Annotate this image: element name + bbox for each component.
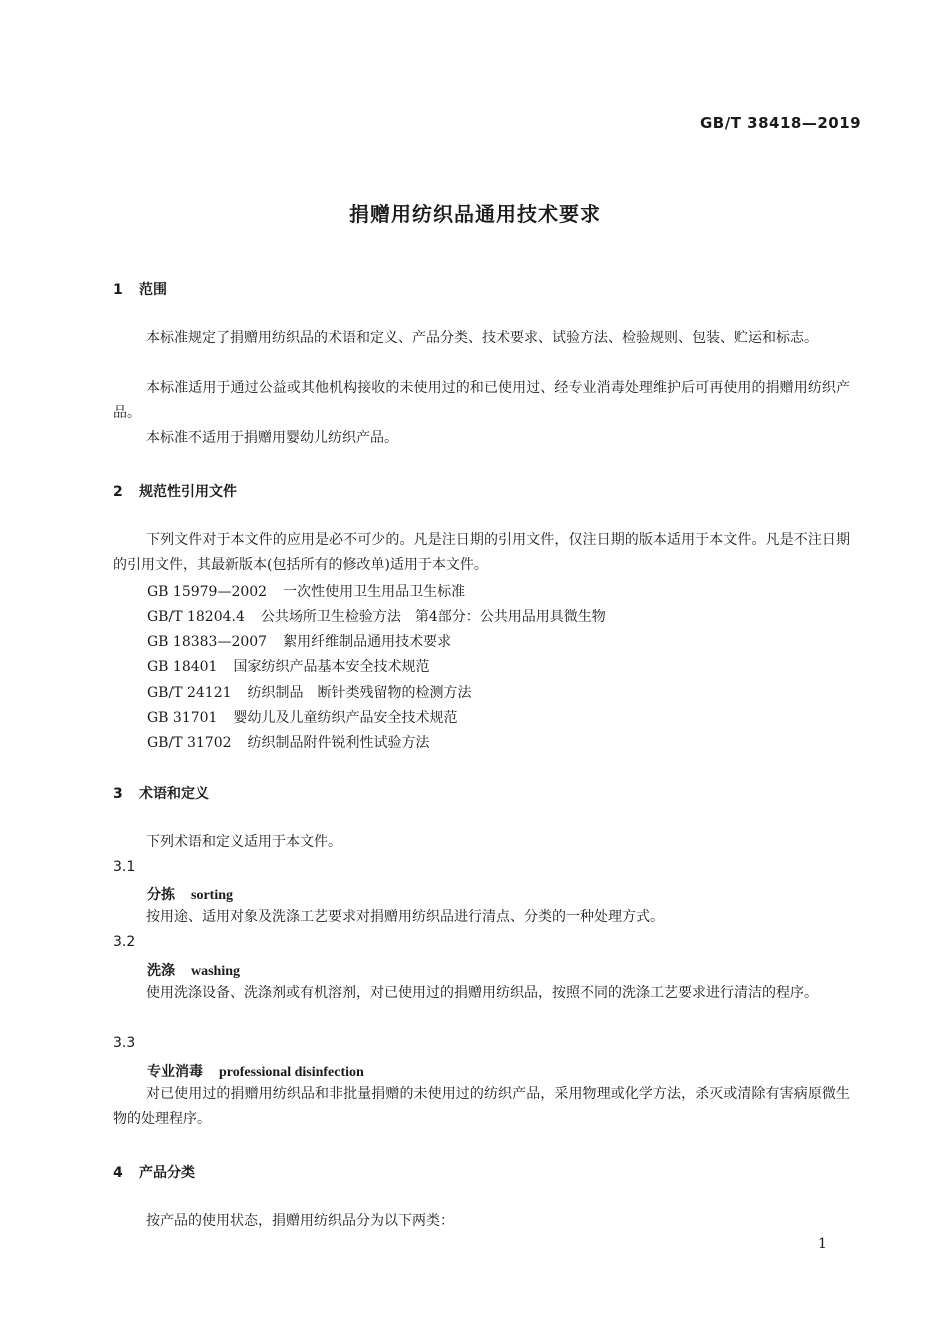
term-definition: 对已使用过的捐赠用纺织品和非批量捐赠的未使用过的纺织产品，采用物理或化学方法，杀灭或清除有害病原微生物的处理程序。 — [113, 1086, 850, 1127]
section-4-heading — [113, 1162, 195, 1182]
reference-title: 纺织制品 断针类残留物的检测方法 — [247, 685, 472, 701]
paragraph: 本标准不适用于捐赠用婴幼儿纺织产品。 — [146, 430, 398, 446]
section-title: 术语和定义 — [139, 786, 209, 802]
page-number: 1 — [818, 1236, 827, 1252]
reference-item — [147, 732, 430, 752]
term-zh: 分拣 — [147, 887, 175, 903]
reference-title: 絮用纤维制品通用技术要求 — [283, 634, 452, 650]
document-title: 捐赠用纺织品通用技术要求 — [349, 202, 601, 226]
section-1-heading — [113, 279, 167, 299]
reference-code: GB 18383—2007 — [147, 634, 268, 650]
term-heading — [147, 1061, 364, 1081]
term-number: 3.2 — [113, 934, 136, 950]
reference-item — [147, 631, 451, 651]
term-number: 3.3 — [113, 1035, 136, 1051]
reference-item — [147, 581, 465, 601]
term-zh: 洗涤 — [147, 963, 175, 979]
section-title: 规范性引用文件 — [139, 484, 237, 500]
term-en: washing — [191, 964, 241, 979]
section-title: 产品分类 — [139, 1165, 195, 1181]
section-number: 2 — [113, 484, 123, 500]
reference-item — [147, 656, 429, 676]
reference-code: GB/T 18204.4 — [147, 609, 245, 625]
reference-code: GB 31701 — [147, 710, 218, 726]
term-number: 3.1 — [113, 859, 136, 875]
reference-title: 公共场所卫生检验方法 第4部分：公共用品用具微生物 — [260, 609, 606, 625]
paragraph: 下列术语和定义适用于本文件。 — [146, 834, 342, 850]
reference-code: GB 18401 — [147, 659, 218, 675]
reference-code: GB/T 31702 — [147, 735, 232, 751]
reference-title: 一次性使用卫生用品卫生标准 — [283, 584, 466, 600]
section-number: 3 — [113, 786, 123, 802]
section-title: 范围 — [139, 282, 167, 298]
term-en: professional disinfection — [219, 1065, 364, 1080]
section-number: 1 — [113, 282, 123, 298]
term-heading — [147, 960, 240, 980]
reference-title: 国家纺织产品基本安全技术规范 — [233, 659, 430, 675]
paragraph: 本标准规定了捐赠用纺织品的术语和定义、产品分类、技术要求、试验方法、检验规则、包装、贮运和标志。 — [146, 330, 818, 346]
section-3-heading — [113, 783, 209, 803]
term-definition: 使用洗涤设备、洗涤剂或有机溶剂，对已使用过的捐赠用纺织品，按照不同的洗涤工艺要求进行清洁的程序。 — [146, 985, 818, 1001]
reference-item — [147, 606, 606, 626]
term-en: sorting — [191, 888, 233, 903]
reference-title: 婴幼儿及儿童纺织产品安全技术规范 — [233, 710, 458, 726]
term-zh: 专业消毒 — [147, 1064, 203, 1080]
reference-code: GB 15979—2002 — [147, 584, 268, 600]
reference-item — [147, 707, 457, 727]
reference-title: 纺织制品附件锐利性试验方法 — [247, 735, 430, 751]
section-2-heading — [113, 481, 237, 501]
section-number: 4 — [113, 1165, 123, 1181]
term-definition: 按用途、适用对象及洗涤工艺要求对捐赠用纺织品进行清点、分类的一种处理方式。 — [146, 909, 664, 925]
paragraph: 本标准适用于通过公益或其他机构接收的未使用过的和已使用过、经专业消毒处理维护后可再使用的捐赠用纺织产品。 — [113, 380, 850, 421]
standard-code: GB/T 38418—2019 — [700, 114, 862, 132]
reference-code: GB/T 24121 — [147, 685, 232, 701]
paragraph: 下列文件对于本文件的应用是必不可少的。凡是注日期的引用文件，仅注日期的版本适用于本文件。凡是不注日期的引用文件，其最新版本(包括所有的修改单)适用于本文件。 — [113, 532, 850, 573]
paragraph: 按产品的使用状态，捐赠用纺织品分为以下两类： — [146, 1213, 454, 1229]
term-heading — [147, 884, 233, 904]
reference-item — [147, 682, 472, 702]
